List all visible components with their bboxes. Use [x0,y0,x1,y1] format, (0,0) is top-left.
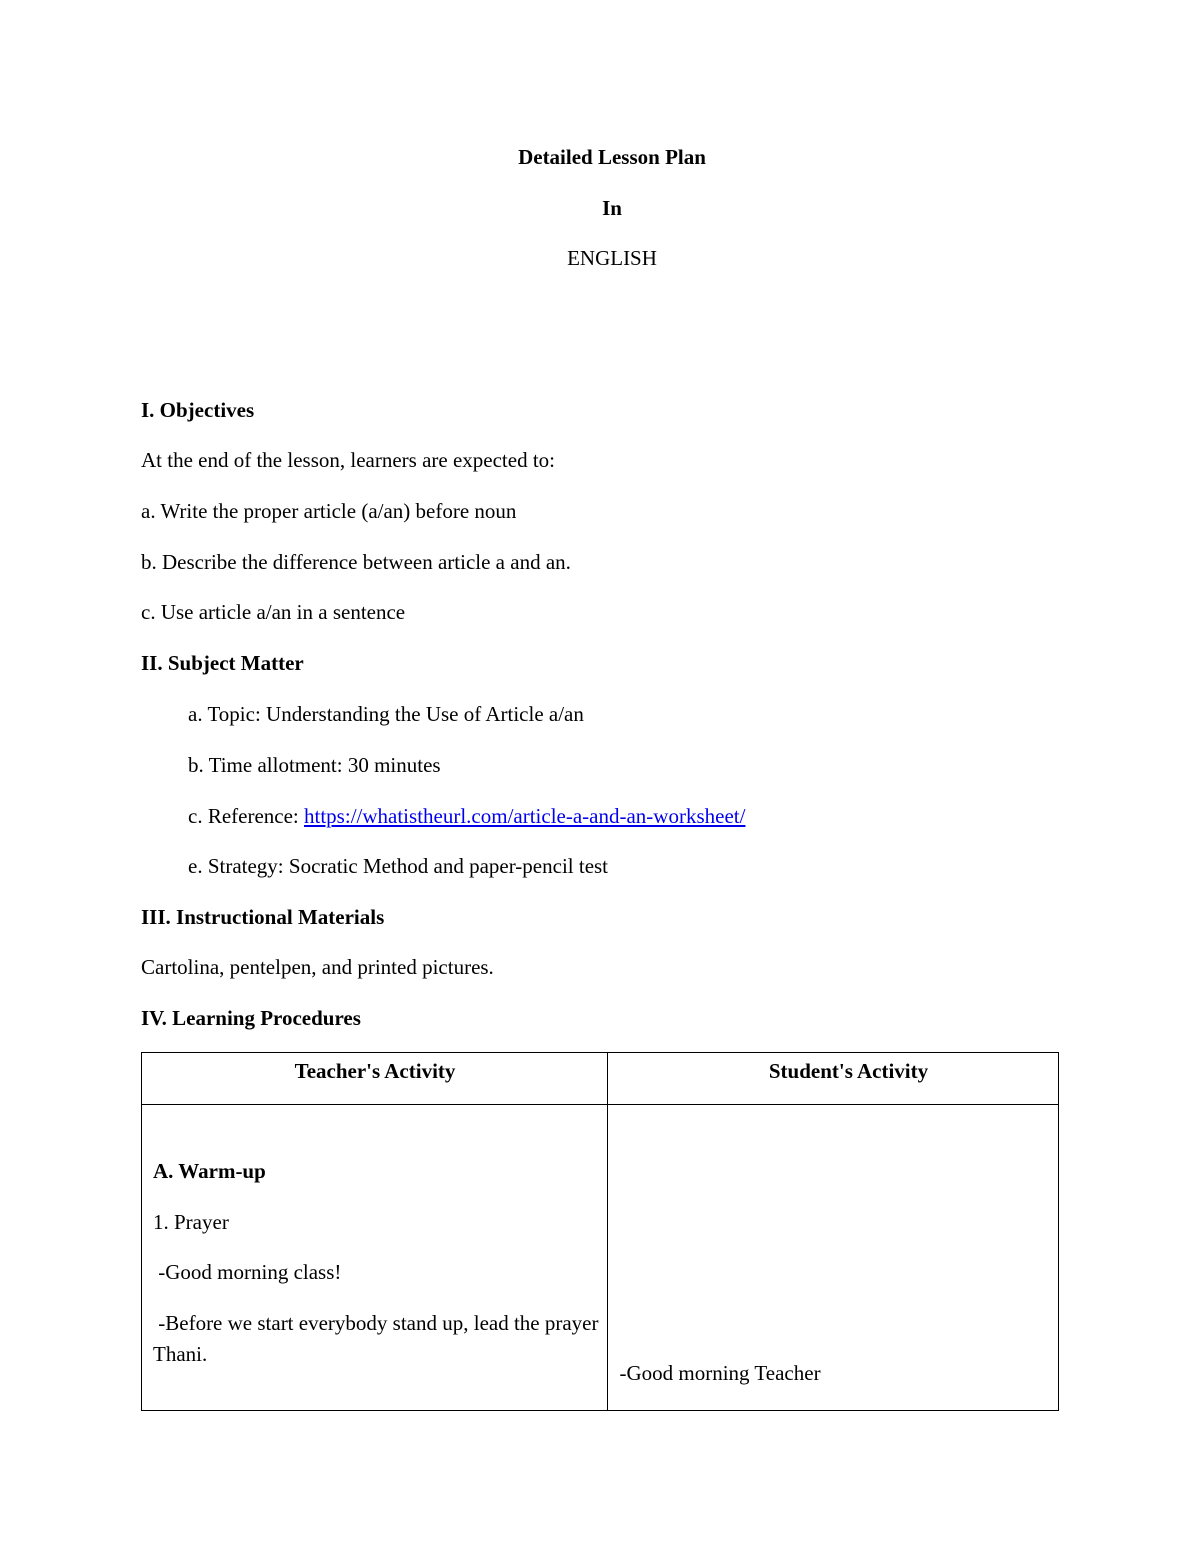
document-title: Detailed Lesson Plan [518,145,706,169]
warmup-heading: A. Warm-up [153,1159,266,1183]
subject-time-allotment: b. Time allotment: 30 minutes [188,753,441,777]
student-line-greeting: -Good morning Teacher [619,1361,821,1385]
table-header-row [142,1053,1059,1105]
objectives-intro: At the end of the lesson, learners are expected to: [141,448,556,472]
subject-reference [188,806,745,827]
student-activity-header-cell [608,1053,1059,1105]
document-subject: ENGLISH [567,246,657,270]
objective-item-c: c. Use article a/an in a sentence [141,600,406,624]
subject-strategy: e. Strategy: Socratic Method and paper-pencil test [188,854,609,878]
procedures-heading: IV. Learning Procedures [141,1006,361,1030]
objective-item-b: b. Describe the difference between article a and an. [141,550,571,574]
subject-topic: a. Topic: Understanding the Use of Article a/an [188,702,584,726]
table-row [142,1105,1059,1411]
teacher-activity-header-cell [142,1053,608,1105]
teacher-activity-header: Teacher's Activity [294,1059,456,1083]
prayer-label: 1. Prayer [153,1210,229,1234]
subject-matter-heading: II. Subject Matter [141,651,304,675]
teacher-line-greeting: -Good morning class! [153,1260,342,1284]
teacher-activity-cell [142,1105,608,1411]
document-subtitle-in: In [602,196,622,220]
student-activity-header: Student's Activity [768,1059,929,1083]
student-activity-cell [608,1105,1059,1411]
learning-procedures-table [141,1052,1059,1411]
objectives-heading: I. Objectives [141,398,255,422]
teacher-line-prayer: -Before we start everybody stand up, lead the prayer Thani. [153,1311,604,1366]
subject-reference-label: c. Reference: [188,804,305,828]
reference-link[interactable]: https://whatistheurl.com/article-a-and-an-worksheet/ [304,804,746,828]
objective-item-a: a. Write the proper article (a/an) before noun [141,499,517,523]
materials-text: Cartolina, pentelpen, and printed pictures. [141,955,494,979]
materials-heading: III. Instructional Materials [141,905,385,929]
